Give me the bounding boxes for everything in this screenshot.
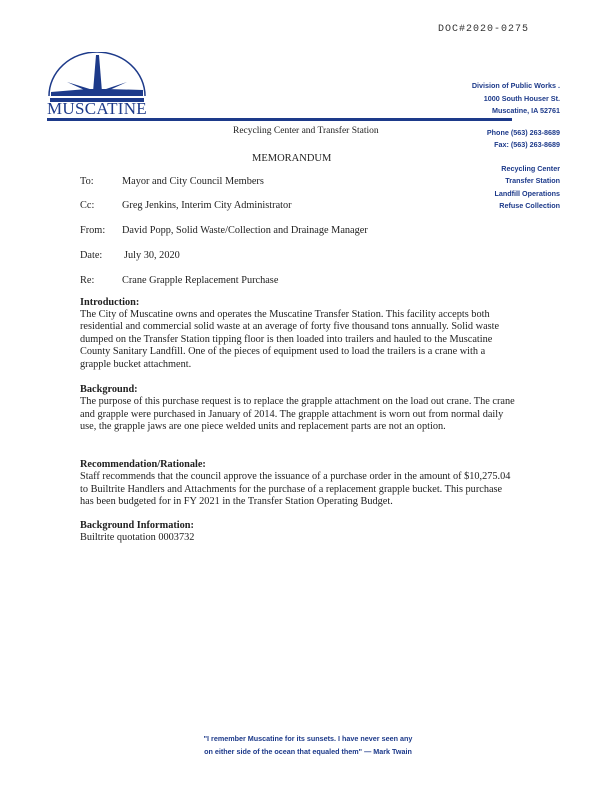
service-item: Transfer Station (505, 176, 560, 185)
memo-title: MEMORANDUM (252, 153, 332, 164)
body-line: The purpose of this purchase request is to replace the grapple attachment on the load out crane. The crane (80, 396, 515, 408)
body-line: The City of Muscatine owns and operates the Muscatine Transfer Station. This facility accepts both (80, 309, 490, 320)
document-number: DOC#2020-0275 (438, 24, 530, 35)
body-line: and grapple were purchased in January of 2014. The grapple attachment is worn out from normal daily (80, 408, 504, 420)
field-from: From: David Popp, Solid Waste/Collection and Drainage Manager (80, 225, 368, 236)
field-cc: Cc: Greg Jenkins, Interim City Administrator (80, 200, 292, 211)
body-line: use, the grapple jaws are one piece welded units and replacement parts are not an option. (80, 421, 446, 433)
street-address: 1000 South Houser St. (483, 93, 560, 103)
section-heading: Background Information: (80, 520, 194, 531)
body-line: residential and commercial solid waste at an average of forty five thousand tons annually. Solid waste (80, 321, 500, 333)
division: Division of Public Works . (471, 81, 560, 90)
body-line: grapple bucket attachment. (80, 358, 192, 370)
section-heading: Recommendation/Rationale: (80, 459, 206, 470)
contact-block (472, 80, 560, 213)
phone: Phone (563) 263-8689 (486, 127, 560, 137)
body-line: County Sanitary Landfill. One of the pieces of equipment used to load the trailers is a crane with a (80, 346, 486, 358)
service-item: Recycling Center (501, 163, 560, 173)
body-line: to Builtrite Handlers and Attachments for the purchase of a replacement grapple bucket. This purchase (80, 483, 503, 495)
service-item: Landfill Operations (494, 188, 560, 198)
service-item: Refuse Collection (499, 201, 560, 210)
section-heading: Background: (80, 384, 138, 395)
field-date: Date: July 30, 2020 (80, 250, 180, 261)
department-name: Recycling Center and Transfer Station (233, 126, 379, 136)
footer-quote: "I remember Muscatine for its sunsets. I have never seen any on either side of the ocean that equaled them" — Mark Twain (203, 734, 413, 756)
body-line: Staff recommends that the council approve the issuance of a purchase order in the amount of $10,275.04 (80, 471, 511, 483)
body-line: Builtrite quotation 0003732 (80, 532, 195, 544)
logo-text: MUSCATINE (47, 99, 147, 118)
fax: Fax: (563) 263-8689 (494, 140, 560, 149)
body-line: has been budgeted for in FY 2021 in the Transfer Station Operating Budget. (80, 496, 393, 508)
city-address: Muscatine, IA 52761 (491, 106, 560, 115)
field-re: Re: Crane Grapple Replacement Purchase (80, 275, 279, 286)
section-heading: Introduction: (80, 297, 140, 308)
body-line: dumped on the Transfer Station tipping floor is then loaded into trailers and hauled to the Muscatine (80, 333, 493, 345)
header-divider (47, 118, 512, 121)
muscatine-logo (47, 52, 147, 116)
field-to: To: Mayor and City Council Members (80, 176, 264, 187)
